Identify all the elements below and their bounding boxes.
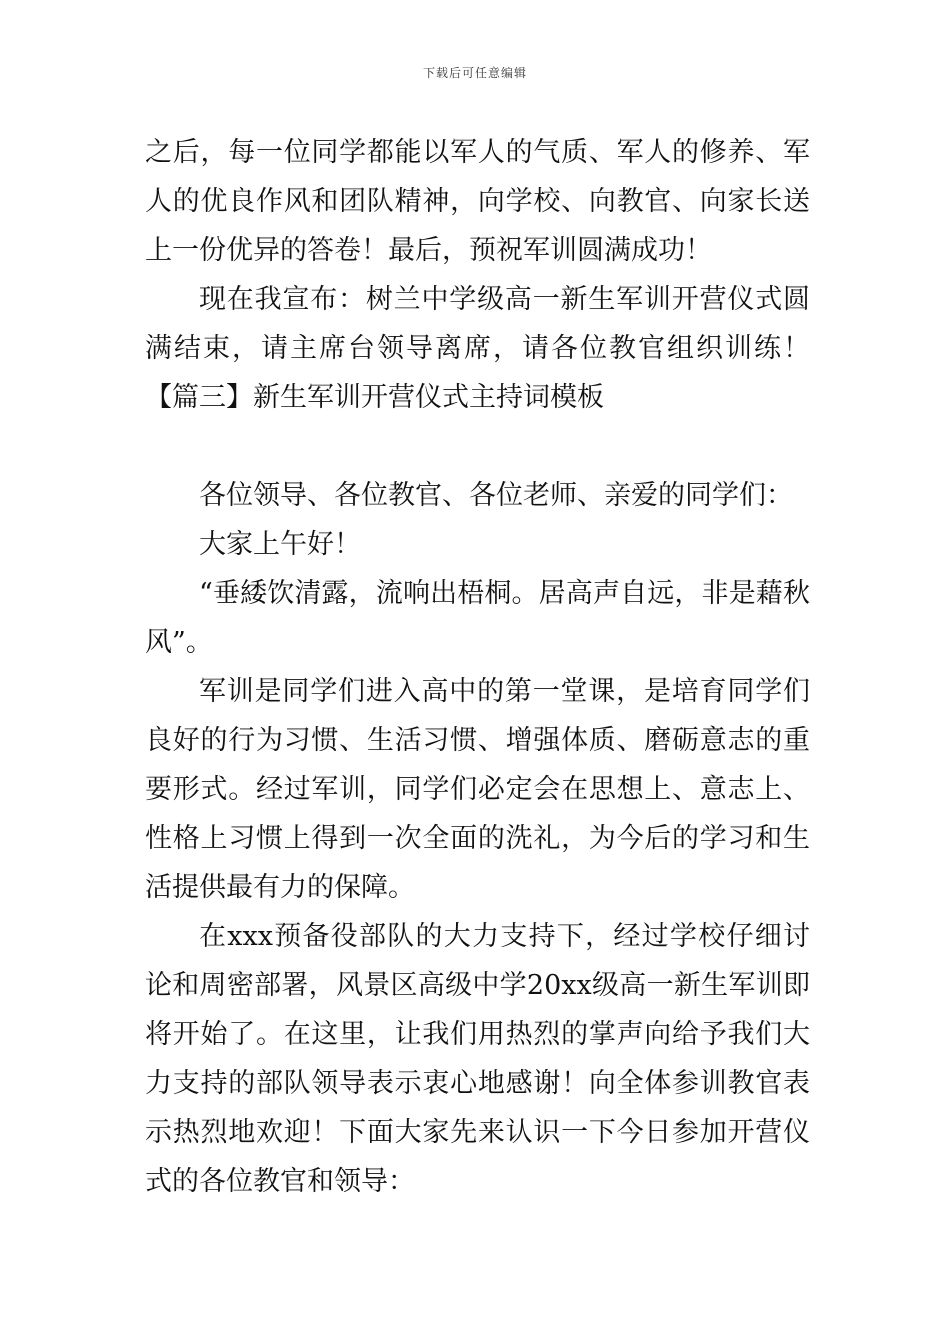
paragraph: “垂緌饮清露，流响出梧桐。居高声自远，非是藉秋风”。	[145, 578, 810, 658]
paragraph: 之后，每一位同学都能以军人的气质、军人的修养、军人的优良作风和团队精神，向学校、向教官、向家长送上一份优异的答卷！最后，预祝军训圆满成功！	[145, 137, 810, 266]
paragraph: 大家上午好！	[199, 529, 361, 560]
paragraph: 军训是同学们进入高中的第一堂课，是培育同学们良好的行为习惯、生活习惯、增强体质、磨砺意志的重要形式。经过军训，同学们必定会在思想上、意志上、性格上习惯上得到一次全面的洗礼，为今后的学习和生活提供最有力的保障。	[145, 676, 810, 903]
document-body	[145, 128, 810, 1206]
paragraph: 在xxx预备役部队的大力支持下，经过学校仔细讨论和周密部署，风景区高级中学20xx级高一新生军训即将开始了。在这里，让我们用热烈的掌声向给予我们大力支持的部队领导表示衷心地感谢！向全体参训教官表示热烈地欢迎！下面大家先来认识一下今日参加开营仪式的各位教官和领导：	[145, 921, 810, 1197]
paragraph: 各位领导、各位教官、各位老师、亲爱的同学们：	[199, 480, 793, 511]
paragraph: 现在我宣布：树兰中学级高一新生军训开营仪式圆满结束，请主席台领导离席，请各位教官组织训练！【篇三】新生军训开营仪式主持词模板	[145, 284, 810, 413]
paragraph-gap	[145, 422, 810, 471]
page-header: 下载后可任意编辑	[422, 66, 527, 80]
